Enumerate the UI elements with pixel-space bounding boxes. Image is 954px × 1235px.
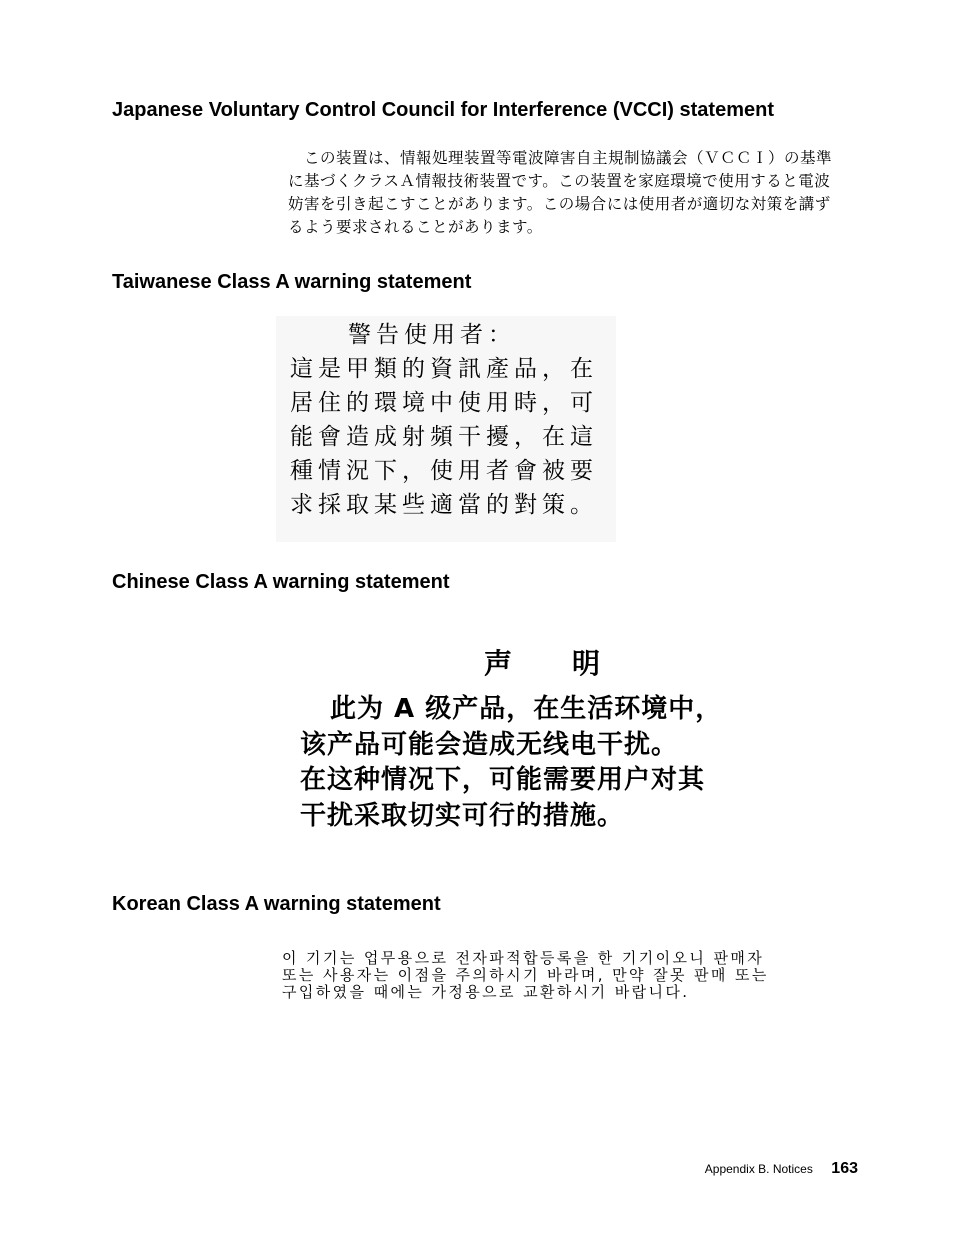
chinese-statement-image bbox=[300, 636, 820, 846]
heading-taiwanese: Taiwanese Class A warning statement bbox=[112, 271, 472, 293]
taiwanese-line: 居住的環境中使用時，可 bbox=[290, 390, 598, 416]
chinese-title: 声明 bbox=[483, 647, 660, 680]
chinese-line: 在这种情况下，可能需要用户对其 bbox=[300, 765, 706, 795]
japanese-line: 妨害を引き起こすことがあります。この場合には使用者が適切な対策を講ず bbox=[288, 195, 831, 213]
taiwanese-line: 求採取某些適當的對策。 bbox=[290, 492, 598, 518]
japanese-line: に基づくクラスＡ情報技術装置です。この装置を家庭環境で使用すると電波 bbox=[288, 172, 831, 190]
chinese-line: 干扰采取切实可行的措施。 bbox=[300, 801, 625, 831]
heading-japanese-vcci: Japanese Voluntary Control Council for Interference (VCCI) statement bbox=[112, 99, 774, 121]
chinese-line: 该产品可能会造成无线电干扰。 bbox=[300, 730, 679, 760]
page-footer bbox=[705, 1160, 858, 1178]
korean-line: 구입하였을 때에는 가정용으로 교환하시기 바랍니다. bbox=[282, 983, 690, 1001]
korean-line: 또는 사용자는 이점을 주의하시기 바라며, 만약 잘못 판매 또는 bbox=[282, 966, 769, 984]
chinese-line: 此为 A 级产品，在生活环境中， bbox=[330, 694, 723, 724]
taiwanese-statement-image bbox=[276, 316, 616, 542]
korean-line: 이 기기는 업무용으로 전자파적합등록을 한 기기이오니 판매자 bbox=[282, 949, 765, 967]
korean-statement-image bbox=[282, 950, 844, 1001]
japanese-line: るよう要求されることがあります。 bbox=[288, 218, 543, 236]
japanese-line: この装置は、情報処理装置等電波障害自主規制協議会（ＶＣＣＩ）の基準 bbox=[304, 149, 833, 167]
page-number: 163 bbox=[831, 1160, 858, 1177]
taiwanese-line: 種情況下，使用者會被要 bbox=[290, 458, 598, 484]
taiwanese-line: 能會造成射頻干擾，在這 bbox=[290, 424, 598, 450]
taiwanese-line: 警告使用者： bbox=[348, 322, 516, 348]
japanese-statement-image bbox=[288, 147, 844, 239]
heading-chinese: Chinese Class A warning statement bbox=[112, 571, 450, 593]
taiwanese-line: 這是甲類的資訊產品，在 bbox=[290, 356, 598, 382]
footer-label: Appendix B. Notices bbox=[704, 1162, 813, 1176]
heading-korean: Korean Class A warning statement bbox=[112, 893, 441, 915]
